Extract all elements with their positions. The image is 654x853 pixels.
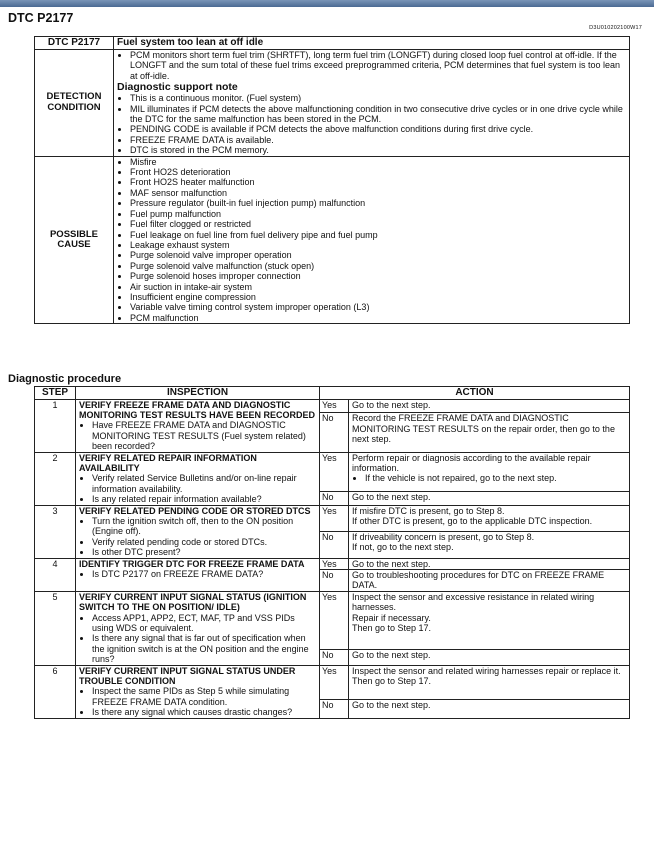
step-heading: VERIFY CURRENT INPUT SIGNAL STATUS (IGNITION SWITCH TO THE ON POSITION/ IDLE) bbox=[79, 591, 307, 613]
step-bullet: • Have FREEZE FRAME DATA and DIAGNOSTIC MONITORING TEST RESULTS (Fuel system related) been recorded? bbox=[92, 420, 316, 451]
procedure-row bbox=[35, 558, 630, 569]
answer-action bbox=[349, 570, 630, 592]
action-sub-list bbox=[352, 473, 626, 483]
detection-condition-content bbox=[114, 50, 630, 157]
support-note-item: • DTC is stored in the PCM memory. bbox=[130, 145, 626, 155]
step-inspection bbox=[76, 665, 320, 718]
step-heading: VERIFY CURRENT INPUT SIGNAL STATUS UNDER TROUBLE CONDITION bbox=[79, 665, 296, 687]
cause-item: • Fuel leakage on fuel line from fuel delivery pipe and fuel pump bbox=[130, 230, 626, 240]
cause-item: • Purge solenoid valve improper operation bbox=[130, 250, 626, 260]
answer-condition: No bbox=[320, 532, 349, 559]
answer-action bbox=[349, 665, 630, 700]
dtc-info-table bbox=[34, 36, 630, 324]
answer-condition: No bbox=[320, 700, 349, 718]
action-text: Go to the next step. bbox=[352, 650, 431, 661]
support-note-item: • FREEZE FRAME DATA is available. bbox=[130, 135, 626, 145]
step-bullet: • Is there any signal that is far out of specification when the ignition switch is at the ON position and the engine runs? bbox=[92, 633, 316, 664]
answer-condition: Yes bbox=[320, 452, 349, 491]
cause-list bbox=[117, 157, 626, 324]
procedure-title: Diagnostic procedure bbox=[8, 373, 122, 385]
procedure-row bbox=[35, 665, 630, 700]
cause-item: • Front HO2S heater malfunction bbox=[130, 177, 626, 187]
cause-item: • Fuel pump malfunction bbox=[130, 209, 626, 219]
header-step: STEP bbox=[35, 387, 76, 400]
cause-item: • Front HO2S deterioration bbox=[130, 167, 626, 177]
support-note-item: • PENDING CODE is available if PCM detects the above malfunction conditions during first drive cycle. bbox=[130, 124, 626, 134]
answer-action bbox=[349, 532, 630, 559]
action-text: Go to the next step. bbox=[352, 399, 431, 410]
procedure-row bbox=[35, 591, 630, 649]
answer-action bbox=[349, 452, 630, 491]
page-title: DTC P2177 bbox=[8, 11, 74, 25]
cause-item: • Pressure regulator (built-in fuel injection pump) malfunction bbox=[130, 198, 626, 208]
answer-condition: Yes bbox=[320, 505, 349, 532]
answer-condition: No bbox=[320, 413, 349, 452]
answer-action bbox=[349, 650, 630, 666]
action-text: If misfire DTC is present, go to Step 8. If other DTC is present, go to the applicable DTC inspection. bbox=[352, 505, 593, 526]
step-inspection bbox=[76, 591, 320, 665]
support-note-item: • This is a continuous monitor. (Fuel system) bbox=[130, 93, 626, 103]
step-bullets bbox=[79, 569, 316, 579]
cause-item: • Variable valve timing control system improper operation (L3) bbox=[130, 302, 626, 312]
answer-action bbox=[349, 591, 630, 649]
step-bullets bbox=[79, 473, 316, 504]
dtc-header-row bbox=[35, 37, 630, 50]
answer-condition: Yes bbox=[320, 665, 349, 700]
cause-item: • MAF sensor malfunction bbox=[130, 188, 626, 198]
step-bullet: • Is DTC P2177 on FREEZE FRAME DATA? bbox=[92, 569, 316, 579]
procedure-header-row bbox=[35, 387, 630, 400]
cause-item: • Insufficient engine compression bbox=[130, 292, 626, 302]
action-text: Go to troubleshooting procedures for DTC on FREEZE FRAME DATA. bbox=[352, 570, 605, 591]
answer-condition: No bbox=[320, 491, 349, 505]
step-bullet: • Is there any signal which causes drastic changes? bbox=[92, 707, 316, 717]
step-inspection bbox=[76, 452, 320, 505]
cause-item: • Purge solenoid valve malfunction (stuck open) bbox=[130, 261, 626, 271]
step-inspection bbox=[76, 399, 320, 452]
header-action: ACTION bbox=[320, 387, 630, 400]
step-number: 6 bbox=[35, 665, 76, 718]
answer-action bbox=[349, 491, 630, 505]
step-bullets bbox=[79, 686, 316, 717]
answer-condition: No bbox=[320, 570, 349, 592]
step-inspection bbox=[76, 558, 320, 591]
possible-cause-row bbox=[35, 156, 630, 324]
action-text: If driveability concern is present, go to Step 8. If not, go to the next step. bbox=[352, 532, 535, 553]
answer-action bbox=[349, 399, 630, 413]
step-inspection bbox=[76, 505, 320, 558]
possible-cause-content bbox=[114, 156, 630, 324]
answer-condition: No bbox=[320, 650, 349, 666]
step-bullets bbox=[79, 420, 316, 451]
action-sub-item: • If the vehicle is not repaired, go to the next step. bbox=[365, 473, 626, 483]
header-inspection: INSPECTION bbox=[76, 387, 320, 400]
support-note-list bbox=[117, 93, 626, 155]
support-note-item: • MIL illuminates if PCM detects the above malfunctioning condition in two consecutive drive cycles or in one drive cycle while the DTC for the same malfunction has been stored in the PCM. bbox=[130, 104, 626, 125]
document-id: D3U010202100W17 bbox=[589, 25, 642, 31]
step-bullets bbox=[79, 516, 316, 558]
action-text: Inspect the sensor and related wiring harnesses repair or replace it. Then go to Step 17. bbox=[352, 665, 621, 687]
step-bullet: • Access APP1, APP2, ECT, MAF, TP and VSS PIDs using WDS or equivalent. bbox=[92, 613, 316, 634]
step-heading: IDENTIFY TRIGGER DTC FOR FREEZE FRAME DATA bbox=[79, 558, 305, 569]
step-bullet: • Verify related pending code or stored DTCs. bbox=[92, 537, 316, 547]
step-number: 2 bbox=[35, 452, 76, 505]
support-note-heading: Diagnostic support note bbox=[117, 81, 238, 94]
procedure-row bbox=[35, 505, 630, 532]
answer-action bbox=[349, 700, 630, 718]
cause-item: • Leakage exhaust system bbox=[130, 240, 626, 250]
action-text: Go to the next step. bbox=[352, 700, 431, 711]
answer-action bbox=[349, 558, 630, 569]
dtc-code: DTC P2177 bbox=[35, 37, 114, 50]
cause-item: • Misfire bbox=[130, 157, 626, 167]
procedure-row bbox=[35, 452, 630, 491]
possible-cause-label: POSSIBLE CAUSE bbox=[35, 156, 114, 324]
answer-action bbox=[349, 505, 630, 532]
step-heading: VERIFY RELATED REPAIR INFORMATION AVAILABILITY bbox=[79, 452, 257, 473]
procedure-row bbox=[35, 399, 630, 413]
step-bullet: • Verify related Service Bulletins and/or on-line repair information availability. bbox=[92, 473, 316, 494]
answer-condition: Yes bbox=[320, 591, 349, 649]
detection-condition-row bbox=[35, 50, 630, 157]
step-number: 5 bbox=[35, 591, 76, 665]
action-text: Perform repair or diagnosis according to the available repair information. bbox=[352, 452, 591, 473]
step-bullet: • Inspect the same PIDs as Step 5 while simulating FREEZE FRAME DATA condition. bbox=[92, 686, 316, 707]
top-banner bbox=[0, 0, 654, 7]
detection-condition-label: DETECTION CONDITION bbox=[35, 50, 114, 157]
answer-action bbox=[349, 413, 630, 452]
step-bullet: • Turn the ignition switch off, then to the ON position (Engine off). bbox=[92, 516, 316, 537]
action-text: Go to the next step. bbox=[352, 491, 431, 502]
action-text: Record the FREEZE FRAME DATA and DIAGNOSTIC MONITORING TEST RESULTS on the repair order, then go to the next step. bbox=[352, 413, 615, 445]
answer-condition: Yes bbox=[320, 399, 349, 413]
cause-item: • Fuel filter clogged or restricted bbox=[130, 219, 626, 229]
action-text: Go to the next step. bbox=[352, 558, 431, 569]
answer-condition: Yes bbox=[320, 558, 349, 569]
step-bullet: • Is any related repair information available? bbox=[92, 494, 316, 504]
cause-item: • Air suction in intake-air system bbox=[130, 282, 626, 292]
step-bullets bbox=[79, 613, 316, 665]
step-bullet: • Is other DTC present? bbox=[92, 547, 316, 557]
step-number: 3 bbox=[35, 505, 76, 558]
cause-item: • PCM malfunction bbox=[130, 313, 626, 323]
diagnostic-procedure-table bbox=[34, 386, 630, 719]
cause-item: • Purge solenoid hoses improper connection bbox=[130, 271, 626, 281]
detection-main-text: • PCM monitors short term fuel trim (SHRTFT), long term fuel trim (LONGFT) during closed loop fuel control at off-idle. If the LONGFT and the sum total of these fuel trims exceed preprogrammed criteria, PCM determines that fuel system is too lean at off-idle. bbox=[130, 50, 626, 81]
dtc-description: Fuel system too lean at off idle bbox=[114, 37, 630, 50]
action-text: Inspect the sensor and excessive resistance in related wiring harnesses. Repair if necessary. Then go to Step 17. bbox=[352, 591, 595, 634]
step-heading: VERIFY FREEZE FRAME DATA AND DIAGNOSTIC MONITORING TEST RESULTS HAVE BEEN RECORDED bbox=[79, 399, 316, 420]
step-heading: VERIFY RELATED PENDING CODE OR STORED DTCS bbox=[79, 505, 311, 516]
step-number: 1 bbox=[35, 399, 76, 452]
step-number: 4 bbox=[35, 558, 76, 591]
